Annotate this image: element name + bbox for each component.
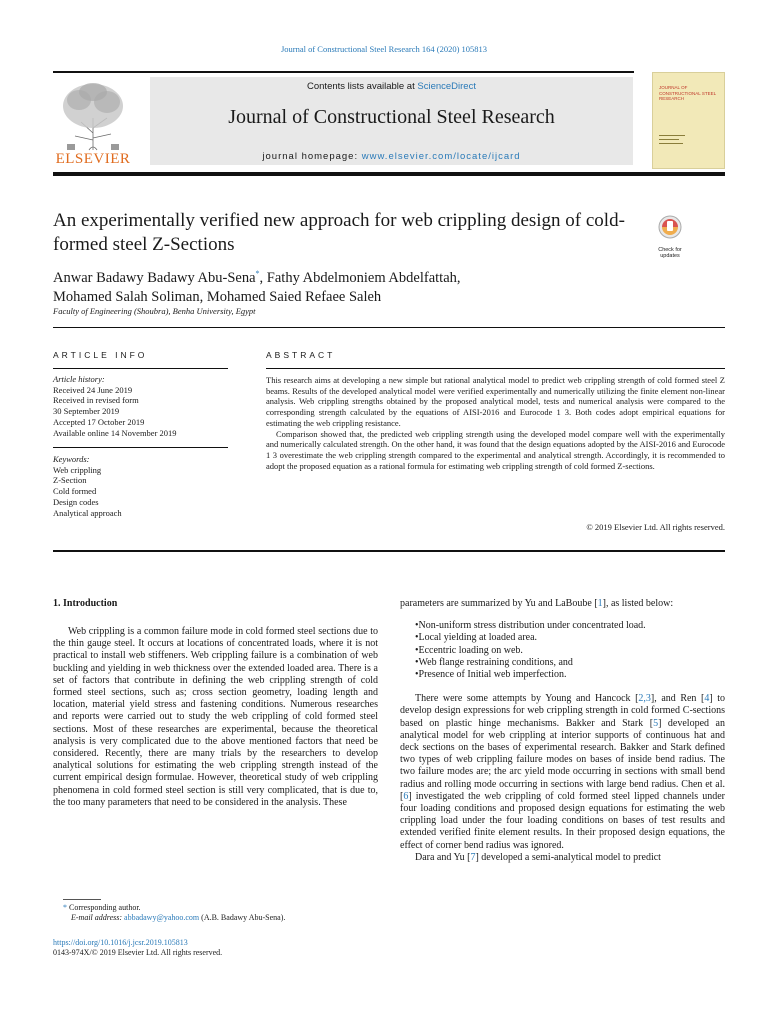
author-first[interactable]: Anwar Badawy Badawy Abu-Sena — [53, 269, 256, 286]
history-item: Available online 14 November 2019 — [53, 427, 177, 438]
citation-link[interactable]: 6 — [403, 790, 409, 802]
doi-block — [53, 938, 383, 958]
article-history — [53, 374, 228, 438]
check-updates-label: Check for updates — [658, 247, 682, 259]
publisher-name: ELSEVIER — [55, 151, 131, 167]
doi-link[interactable]: https://doi.org/10.1016/j.jcsr.2019.105813 — [53, 938, 188, 947]
footnote-rule — [63, 899, 101, 900]
abstract-rule — [266, 368, 725, 369]
abstract-text — [266, 375, 725, 471]
corresponding-author-mark[interactable]: * — [255, 269, 260, 278]
header-top-rule — [53, 71, 634, 73]
citation-link[interactable]: 5 — [653, 717, 659, 729]
journal-homepage: journal homepage: www.elsevier.com/locate/ijcard — [262, 151, 521, 162]
cover-lines — [659, 135, 685, 136]
list-item: •Presence of Initial web imperfection. — [415, 669, 567, 681]
journal-cover-thumbnail[interactable] — [652, 72, 725, 169]
body-paragraph: There were some attempts by Young and Hancock [2,3], and Ren [4] to develop design expressions for web crippling strength in cold formed C-sections based on plastic hinge mechanisms. Bakker and Stark [5] developed an analytical model for web crippling at interior supports of continuous hat and deck sections on the bases of experimental research. Bakker and Stark defined two types of web crippling failure modes on bases of inside bend radius. The two failure modes are; the arc yield mode occurring in sections with small bend radius and rolling mode occurring in sections with large bend radius. Chen et al. [6] investigated the web crippling of cold formed steel lipped channels under four loading conditions and proposed design equations for estimating the web crippling load under the four loading conditions on bases of test results and extended verified finite element results. In their proposed design equations, the effect of corner bend radius was ignored. — [400, 693, 726, 851]
body-paragraph: Dara and Yu [7] developed a semi-analytical model to predict — [415, 851, 661, 863]
list-item: •Non-uniform stress distribution under concentrated load. — [415, 620, 646, 632]
body-paragraph-intro: parameters are summarized by Yu and LaBoube [1], as listed below: — [400, 598, 674, 609]
keyword: Design codes — [53, 496, 99, 507]
contents-line: Contents lists available at ScienceDirect — [307, 81, 476, 92]
history-item: 30 September 2019 — [53, 406, 120, 417]
section-heading: 1. Introduction — [53, 598, 118, 609]
list-item: •Eccentric loading on web. — [415, 644, 523, 656]
citation-link[interactable]: 1 — [597, 598, 603, 609]
citation-link[interactable]: 7 — [470, 851, 476, 863]
keyword: Cold formed — [53, 486, 97, 497]
list-item: •Web flange restraining conditions, and — [415, 656, 573, 668]
issn-line: 0143-974X/© 2019 Elsevier Ltd. All rights reserved. — [53, 948, 223, 957]
abstract-paragraph: Comparison showed that, the predicted web crippling strength using the developed model compare well with the experimentally and numerically calculated strength. On the other hand, it was found that the design equations adopted by the AISI-2016 and Eurocode 1 3 overestimate the web crippling strength compared to the experimental and analytical strength. Accordingly, it is recommended to adopt the proposed equation as a rational formula for estimating web crippling strength of cold formed Z-sections. — [266, 428, 725, 471]
list-item: •Local yielding at loaded area. — [415, 632, 538, 644]
body-column-left — [53, 626, 378, 819]
elsevier-logo — [53, 78, 133, 168]
keyword: Z-Section — [53, 475, 87, 486]
affiliation-rule — [53, 327, 725, 328]
check-updates-icon — [652, 214, 688, 242]
corresponding-footnote: * Corresponding author. E-mail address: abbadawy@yahoo.com (A.B. Badawy Abu-Sena). — [63, 903, 286, 922]
paper-title: An experimentally verified new approach for web crippling design of cold-formed steel Z-Sections — [53, 210, 625, 255]
body-paragraph: Web crippling is a common failure mode in cold formed steel sections due to the thin gauge steel. It occurs at locations of concentrated loads, where it is not practical to install web stiffeners. Web crippling failure is a combination of web buckling and yielding in web thickness over the extended loaded area. There is a set of factors that contribute in defining the web crippling strength of cold formed steel sections, such as; cross section geometry, loading length and location, material yield stress and fastening conditions. Numerous researches and reports were carried out to study the web crippling of cold formed steel sections. Most of these researches are experimental, because the theoretical analysis is very complicated due to the above mentioned factors that need be considered. Recently, there are many trials by the researchers to develop analytical solutions for estimating the web crippling strength instead of the current empirical design formulae. However, theoretical study of web crippling phenomena in cold formed steel section is still very complicated, that is due to, the too many parameters that need to be considered in the analysis. These — [53, 626, 378, 808]
check-for-updates-badge[interactable] — [652, 214, 688, 259]
homepage-link[interactable]: www.elsevier.com/locate/ijcard — [361, 151, 521, 162]
keywords — [53, 454, 228, 518]
citation-link[interactable]: 4 — [704, 693, 710, 705]
keyword: Analytical approach — [53, 507, 122, 518]
abstract-paragraph: This research aims at developing a new simple but rational analytical model to predict web crippling strength of cold formed steel Z beams. Results of the developed analytical model were verified experimentally and numerically utilizing the finite element non-linear analysis. Web crippling strengths obtained by the proposed analytical model, tests and numerical analysis were compared to the corresponding strength calculated by the equations of AISI-2016 and Eurocode 1 3. Both codes adopt empirical equations for estimating the web crippling resistance. — [266, 375, 725, 428]
sciencedirect-link[interactable]: ScienceDirect — [417, 81, 476, 92]
history-label: Article history: — [53, 374, 105, 384]
article-info-heading: ARTICLE INFO — [53, 350, 148, 360]
citation-link[interactable]: 2,3 — [638, 693, 651, 705]
email-link[interactable]: abbadawy@yahoo.com — [124, 913, 200, 922]
article-info-rule — [53, 368, 228, 369]
history-item: Received in revised form — [53, 395, 139, 406]
cover-title: JOURNAL OF CONSTRUCTIONAL STEEL RESEARCH — [659, 85, 716, 101]
affiliation: Faculty of Engineering (Shoubra), Benha University, Egypt — [53, 306, 256, 316]
journal-title: Journal of Constructional Steel Research — [228, 106, 555, 128]
journal-reference[interactable]: Journal of Constructional Steel Research 164 (2020) 105813 — [280, 44, 488, 54]
abstract-copyright: © 2019 Elsevier Ltd. All rights reserved. — [586, 522, 725, 532]
abstract-heading: ABSTRACT — [266, 350, 336, 360]
keywords-rule — [53, 447, 228, 448]
keyword: Web crippling — [53, 464, 102, 475]
authors-rest: , Fathy Abdelmoniem Abdelfattah, — [259, 269, 461, 286]
author-list — [53, 264, 643, 307]
history-item: Accepted 17 October 2019 — [53, 416, 145, 427]
history-item: Received 24 June 2019 — [53, 384, 133, 395]
abstract-bottom-rule — [53, 550, 725, 552]
authors-line2: Mohamed Salah Soliman, Mohamed Saied Refaee Saleh — [53, 288, 382, 305]
header-bottom-rule — [53, 172, 725, 176]
parameter-list — [415, 620, 725, 681]
keywords-label: Keywords: — [53, 454, 90, 464]
body-column-right — [400, 598, 725, 864]
